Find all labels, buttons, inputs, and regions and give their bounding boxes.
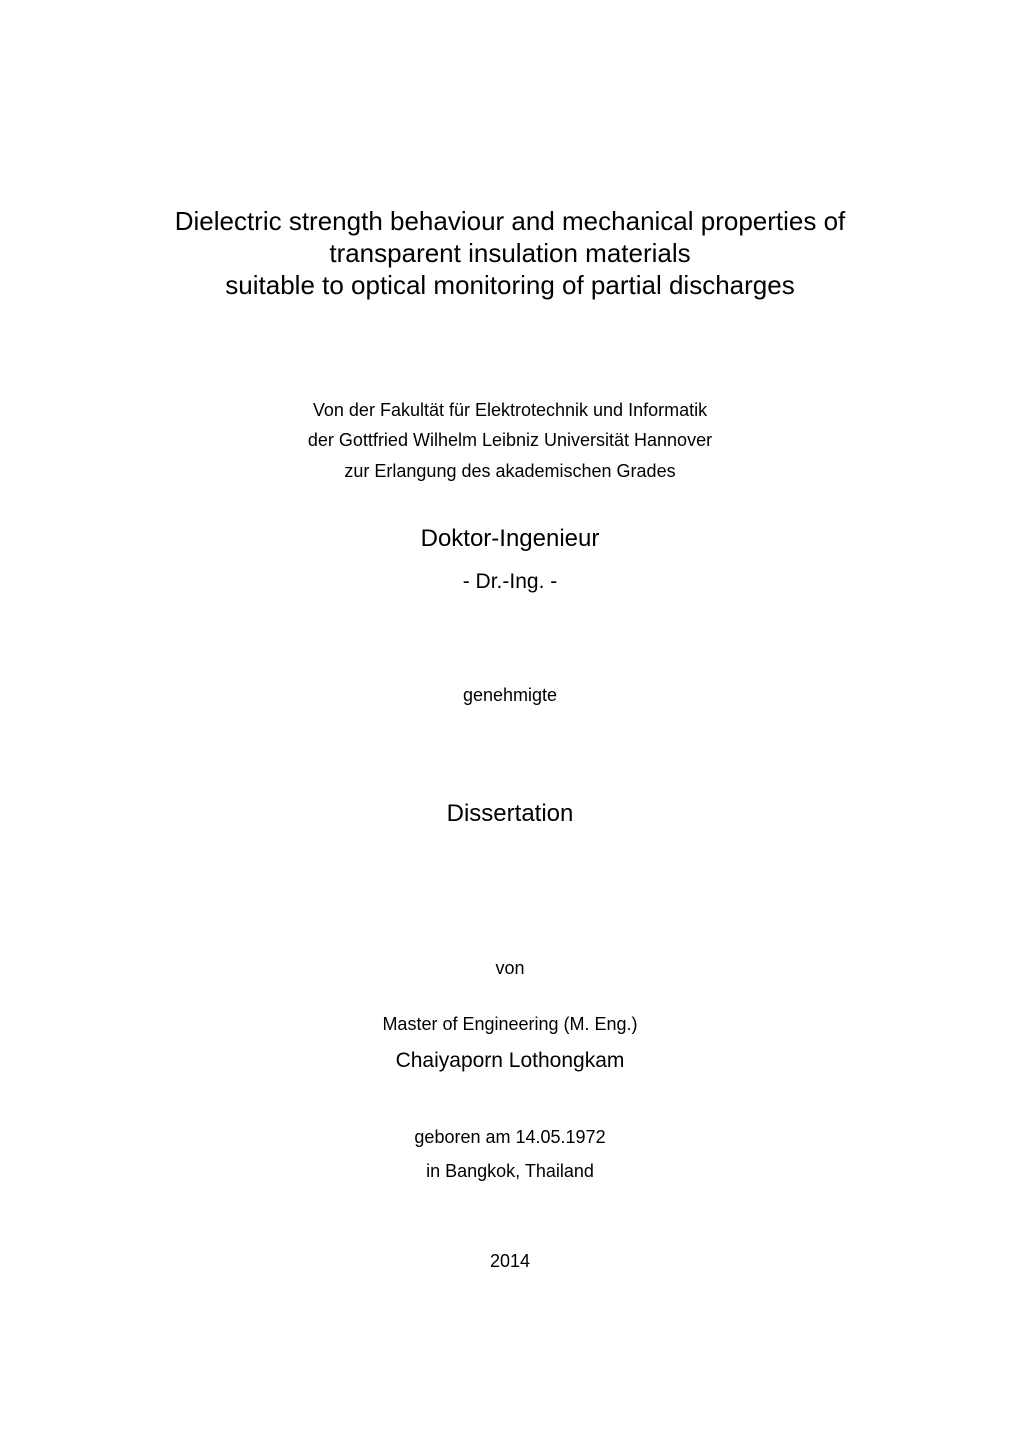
faculty-line-3: zur Erlangung des akademischen Grades <box>344 461 676 481</box>
title-line-2: transparent insulation materials <box>329 238 691 268</box>
year: 2014 <box>489 1251 531 1271</box>
title-line-3: suitable to optical monitoring of partial discharges <box>225 270 795 300</box>
birth-place: in Bangkok, Thailand <box>426 1161 594 1181</box>
degree-name: Doktor-Ingenieur <box>420 525 600 552</box>
approved-label: genehmigte <box>462 685 558 705</box>
faculty-line-2: der Gottfried Wilhelm Leibniz Universität Hannover <box>307 430 713 450</box>
author-name: Chaiyaporn Lothongkam <box>395 1049 625 1072</box>
degree-abbreviation: - Dr.-Ing. - <box>462 570 558 593</box>
title-line-1: Dielectric strength behaviour and mechanical properties of <box>174 206 846 236</box>
document-type: Dissertation <box>446 800 574 827</box>
birth-date: geboren am 14.05.1972 <box>414 1127 606 1147</box>
author-qualification: Master of Engineering (M. Eng.) <box>382 1014 638 1034</box>
faculty-line-1: Von der Fakultät für Elektrotechnik und Informatik <box>312 400 708 420</box>
by-label: von <box>495 958 525 978</box>
